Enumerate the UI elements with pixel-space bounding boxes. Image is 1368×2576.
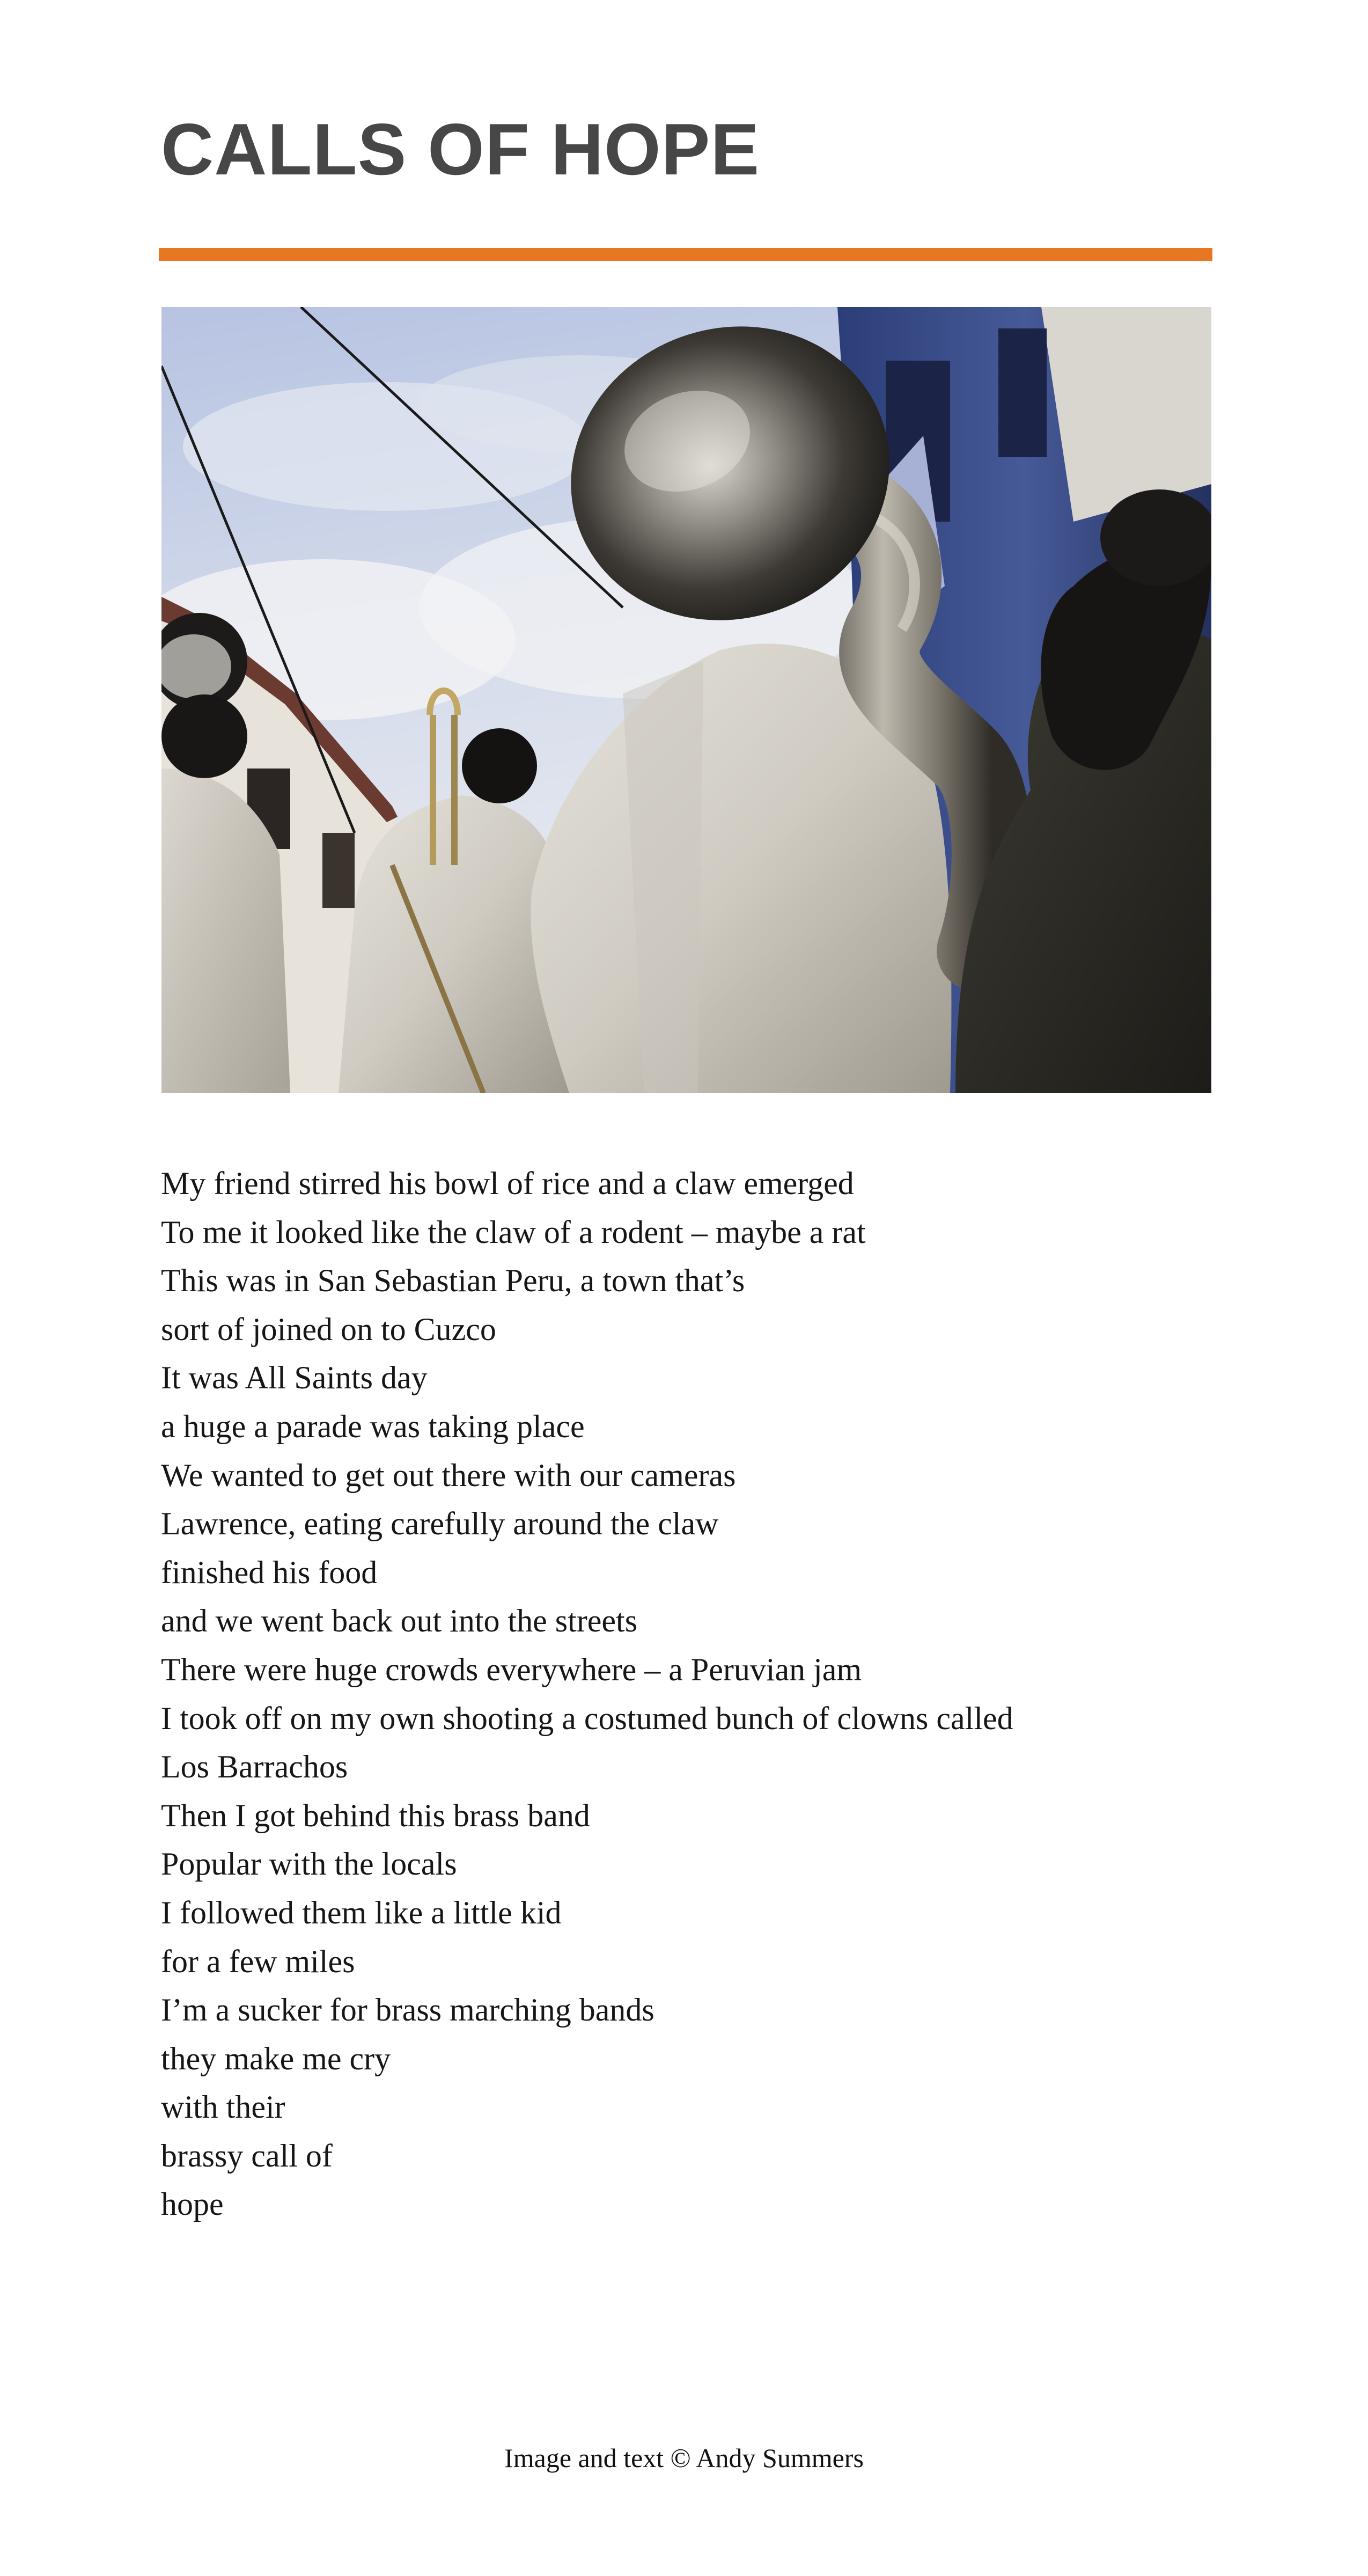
poem-line: It was All Saints day <box>161 1360 428 1396</box>
photo <box>161 307 1211 1093</box>
poem-line: There were huge crowds everywhere – a Peruvian jam <box>161 1651 862 1687</box>
poem-line: sort of joined on to Cuzco <box>161 1311 496 1347</box>
poem-line: Then I got behind this brass band <box>161 1797 590 1833</box>
poem-line: they make me cry <box>161 2040 391 2076</box>
poem-line: I followed them like a little kid <box>161 1894 562 1930</box>
photo-brass-band-parade-icon <box>161 307 1211 1093</box>
poem-line: with their <box>161 2089 285 2125</box>
poem-line: Lawrence, eating carefully around the claw <box>161 1506 719 1542</box>
poem-line: brassy call of <box>161 2138 333 2174</box>
poem-line: Popular with the locals <box>161 1846 457 1882</box>
poem-line: and we went back out into the streets <box>161 1603 638 1639</box>
title-divider <box>159 248 1212 261</box>
poem-text <box>161 1159 1180 2229</box>
poem-line: We wanted to get out there with our cameras <box>161 1457 736 1493</box>
poem-line: a huge a parade was taking place <box>161 1408 585 1444</box>
poem-line: finished his food <box>161 1554 378 1590</box>
poem-line: My friend stirred his bowl of rice and a claw emerged <box>161 1166 854 1201</box>
page-title: CALLS OF HOPE <box>161 108 760 190</box>
poem-line: hope <box>161 2186 224 2222</box>
poem-line: To me it looked like the claw of a rodent – maybe a rat <box>161 1214 866 1250</box>
poem-line: for a few miles <box>161 1943 355 1979</box>
poem-line: I’m a sucker for brass marching bands <box>161 1992 654 2028</box>
image-credit: Image and text © Andy Summers <box>504 2443 864 2473</box>
poem-line: Los Barrachos <box>161 1749 348 1785</box>
poem-line: I took off on my own shooting a costumed bunch of clowns called <box>161 1700 1013 1736</box>
poem-line: This was in San Sebastian Peru, a town that’s <box>161 1263 745 1299</box>
